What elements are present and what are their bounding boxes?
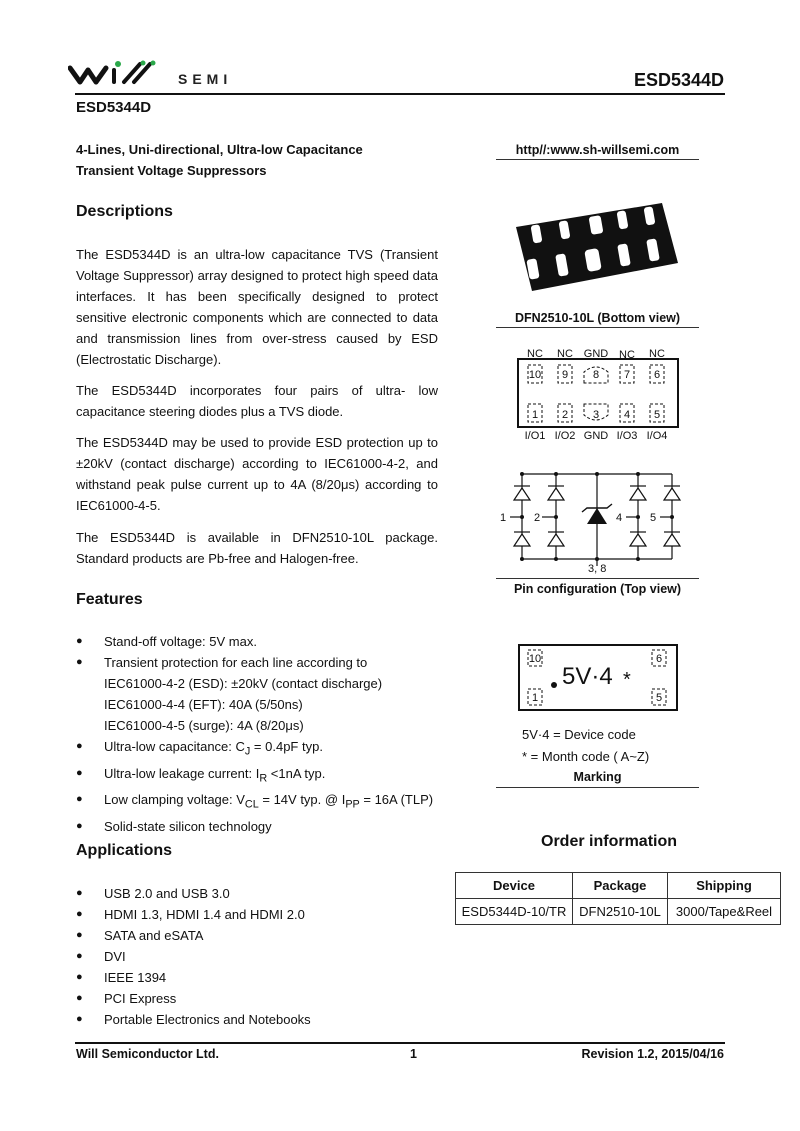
- circuit-label: 2: [534, 512, 541, 524]
- pin-number: 9: [561, 369, 569, 381]
- pin-number: 3: [592, 409, 600, 421]
- list-item: ● DVI: [76, 946, 456, 967]
- circuit-label: 1: [500, 512, 507, 524]
- table-cell: DFN2510-10L: [573, 899, 668, 925]
- subtitle-line-2: Transient Voltage Suppressors: [76, 163, 267, 178]
- column-header: Package: [573, 873, 668, 899]
- feature-text: Low clamping voltage: V: [104, 792, 245, 808]
- description-paragraph-2: The ESD5344D incorporates four pairs of ultra- low capacitance steering diodes plus a TVS diode.: [76, 383, 438, 419]
- column-header: Device: [456, 873, 573, 899]
- feature-text: <1nA typ.: [267, 765, 326, 781]
- pin-diagram: [514, 346, 684, 444]
- circuit-schematic: [498, 468, 698, 578]
- pin-number: 1: [531, 409, 539, 421]
- table-header-row: [456, 873, 781, 899]
- website-url: http//:www.sh-willsemi.com: [515, 143, 680, 157]
- month-code-note: * = Month code ( A~Z): [522, 749, 650, 764]
- descriptions-heading: Descriptions: [76, 203, 173, 220]
- description-paragraph-4: The ESD5344D is available in DFN2510-10L package. Standard products are Pb-free and Halogen-free.: [76, 530, 438, 566]
- subscript: PP: [345, 798, 360, 811]
- subscript: R: [259, 772, 268, 785]
- list-item: ● Portable Electronics and Notebooks: [76, 1009, 456, 1030]
- subtitle-line-1: 4-Lines, Uni-directional, Ultra-low Capacitance: [76, 142, 363, 157]
- pin-number: 5: [653, 409, 661, 421]
- table-cell: 3000/Tape&Reel: [668, 899, 781, 925]
- marking-month-mark: *: [623, 669, 631, 691]
- pin-top-label: NC: [649, 348, 665, 360]
- feature-text: Ultra-low leakage current: I: [104, 765, 260, 781]
- pin-top-label: GND: [583, 348, 609, 360]
- footer-rule: [75, 1042, 725, 1044]
- footer-revision: Revision 1.2, 2015/04/16: [581, 1047, 724, 1061]
- device-code-note: 5V·4 = Device code: [522, 727, 636, 742]
- list-item: ● IEEE 1394: [76, 967, 456, 988]
- column-header: Shipping: [668, 873, 781, 899]
- feature-text: = 14V typ. @ I: [258, 792, 346, 808]
- feature-text: Ultra-low capacitance: C: [104, 739, 245, 754]
- pin-bottom-label: I/O2: [554, 430, 576, 442]
- page-title: ESD5344D: [76, 99, 152, 116]
- list-item: [76, 631, 456, 652]
- pin-top-label: NC: [527, 348, 543, 360]
- footer-page-number: 1: [410, 1047, 417, 1061]
- feature-text: IEC61000-4-4 (EFT): 40A (5/50ns): [104, 697, 303, 712]
- list-item: [76, 673, 456, 694]
- circuit-label: 3, 8: [588, 563, 607, 575]
- list-item: [76, 736, 456, 763]
- header-part-number: ESD5344D: [633, 70, 724, 90]
- order-table: [455, 872, 781, 925]
- features-list: [76, 631, 456, 837]
- table-row: [456, 899, 781, 925]
- list-item: [76, 694, 456, 715]
- list-item: [76, 789, 456, 816]
- feature-text: IEC61000-4-5 (surge): 4A (8/20μs): [104, 718, 304, 733]
- package-image: [512, 203, 682, 298]
- marking-pin: 5: [655, 692, 663, 704]
- marking-code: 5V·4: [562, 663, 613, 690]
- subscript: J: [244, 745, 251, 758]
- pin-config-rule: [496, 578, 699, 579]
- pin-bottom-label: I/O1: [524, 430, 546, 442]
- package-caption-rule: [496, 327, 699, 328]
- pin-number: 7: [623, 369, 631, 381]
- pin-number: 2: [561, 409, 569, 421]
- feature-text: Solid-state silicon technology: [104, 818, 272, 834]
- footer-company: Will Semiconductor Ltd.: [76, 1047, 219, 1061]
- pin-number: 6: [653, 369, 661, 381]
- list-item: ● HDMI 1.3, HDMI 1.4 and HDMI 2.0: [76, 904, 456, 925]
- feature-text: Transient protection for each line according to: [104, 655, 368, 670]
- marking-diagram: [516, 642, 680, 714]
- pin-config-caption: Pin configuration (Top view): [513, 582, 682, 596]
- marking-caption: Marking: [573, 770, 622, 784]
- list-item: ● SATA and eSATA: [76, 925, 456, 946]
- pin-bottom-label: I/O4: [646, 430, 668, 442]
- marking-pin: 10: [528, 653, 542, 665]
- feature-text: IEC61000-4-2 (ESD): ±20kV (contact discharge): [104, 676, 383, 691]
- feature-text: Stand-off voltage: 5V max.: [104, 634, 257, 649]
- marking-pin: 6: [655, 653, 663, 665]
- header-rule: [75, 93, 725, 95]
- pin-top-label: NC: [557, 348, 573, 360]
- pin-number: 4: [623, 409, 631, 421]
- applications-list: [76, 883, 456, 1030]
- circuit-label: 5: [650, 512, 657, 524]
- list-item: [76, 715, 456, 736]
- list-item: [76, 763, 456, 790]
- pin-top-label: NC: [619, 349, 635, 361]
- table-cell: ESD5344D-10/TR: [456, 899, 573, 925]
- list-item: [76, 652, 456, 673]
- pin-number: 10: [528, 369, 542, 381]
- description-paragraph-1: The ESD5344D is an ultra-low capacitance TVS (Transient Voltage Suppressor) array designed to protect high speed data interfaces. It has been specifically designed to protect sensitive electronic components which are connected to data and transmission lines from over-stress caused by ESD (Electrostatic Discharge).: [76, 247, 438, 367]
- feature-text: = 0.4pF typ.: [250, 739, 323, 754]
- pin-bottom-label: GND: [583, 430, 609, 442]
- marking-pin: 1: [531, 692, 539, 704]
- description-paragraph-3: The ESD5344D may be used to provide ESD protection up to ±20kV (contact discharge) according to IEC61000-4-2, and withstand peak pulse current up to 4A (8/20μs) according to IEC61000-4-5.: [76, 435, 438, 513]
- subscript: CL: [244, 798, 259, 811]
- pin-bottom-label: I/O3: [616, 430, 638, 442]
- feature-text: = 16A (TLP): [359, 792, 434, 808]
- package-caption: DFN2510-10L (Bottom view): [514, 311, 681, 325]
- list-item: [76, 816, 456, 837]
- circuit-label: 4: [616, 512, 623, 524]
- list-item: ● USB 2.0 and USB 3.0: [76, 883, 456, 904]
- applications-heading: Applications: [76, 842, 173, 859]
- url-underline: [496, 159, 699, 160]
- list-item: ● PCI Express: [76, 988, 456, 1009]
- order-title: Order information: [541, 833, 678, 850]
- logo-text: SEMI: [178, 71, 233, 87]
- marking-rule: [496, 787, 699, 788]
- features-heading: Features: [76, 591, 143, 608]
- pin-number: 8: [592, 369, 600, 381]
